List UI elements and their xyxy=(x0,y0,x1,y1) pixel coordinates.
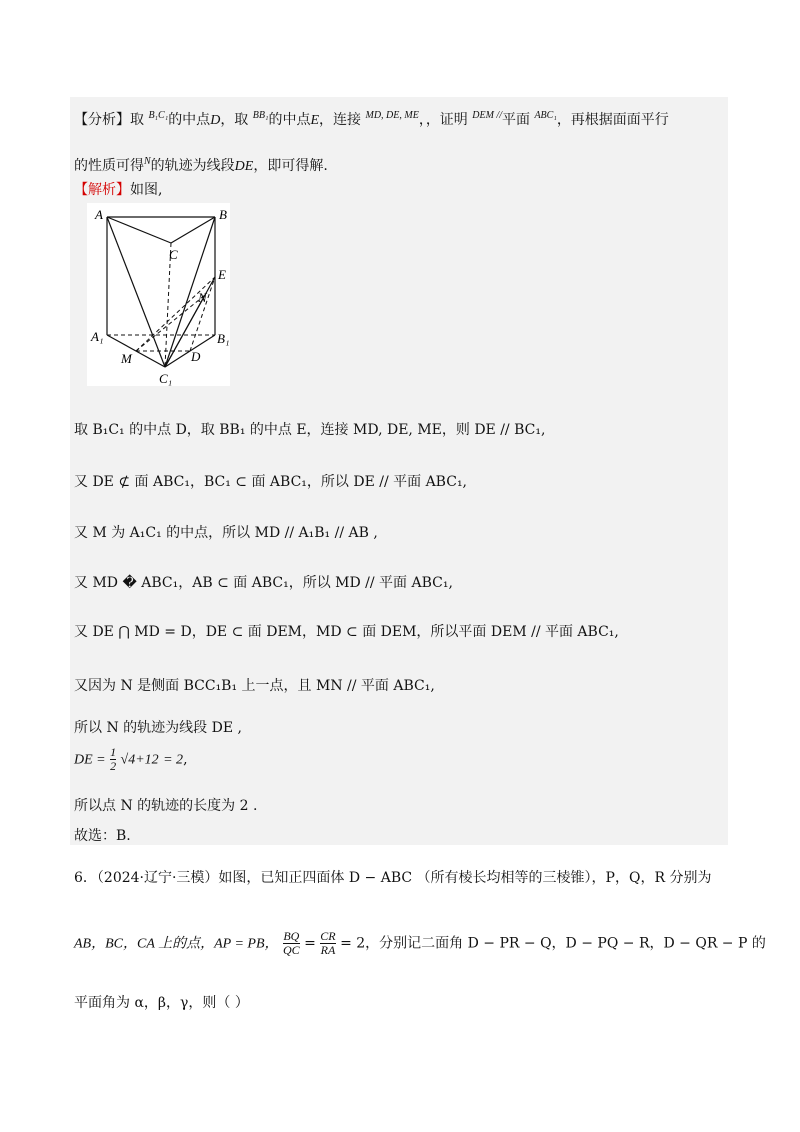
solution-label: 【解析】 xyxy=(74,182,130,198)
label-a1: A₁ xyxy=(91,329,104,344)
fraction-cr-ra: $\frac{CR}{RA}$ xyxy=(320,929,336,957)
step-7: 所以 N 的轨迹为线段 DE , xyxy=(74,720,242,736)
formula-de: DE = $\frac{1}{2}$ √4+12 = 2, xyxy=(74,745,188,773)
step-4: 又 MD � ABC₁，AB ⊂ 面 ABC₁，所以 MD // 平面 ABC₁, xyxy=(74,575,453,591)
label-m: M xyxy=(121,351,132,366)
analysis-label: 【分析】 xyxy=(74,112,130,128)
question-line-3: 平面角为 α，β，γ，则（ ） xyxy=(74,995,249,1011)
label-a: A xyxy=(95,207,103,222)
step-6: 又因为 N 是侧面 BCC₁B₁ 上一点，且 MN // 平面 ABC₁, xyxy=(74,678,435,694)
solution-heading: 【解析】如图, xyxy=(74,182,163,198)
analysis-line-2: 的性质可得$^N$的轨迹为线段DE，即可得解. xyxy=(74,156,328,174)
step-2: 又 DE ⊄ 面 ABC₁，BC₁ ⊂ 面 ABC₁，所以 DE // 平面 ABC₁, xyxy=(74,474,468,490)
question-line-1: 6．（2024·辽宁·三模）如图，已知正四面体 D − ABC （所有棱长均相等的三棱锥），P，Q，R 分别为 xyxy=(74,870,712,886)
analysis-line-1: 【分析】取 $^{B_1C_1}$的中点D，取 $^{BB_1}$的中点E，连接 $^{MD, DE, ME}$，，证明 $^{DEM //}$平面 $^{ABC_1}$，再根据面面平行 xyxy=(74,110,669,128)
step-3: 又 M 为 A₁C₁ 的中点，所以 MD // A₁B₁ // AB , xyxy=(74,525,378,541)
formula-fraction: $\frac{1}{2}$ xyxy=(110,745,117,773)
step-1: 取 B₁C₁ 的中点 D，取 BB₁ 的中点 E，连接 MD, DE, ME，则 DE // BC₁, xyxy=(74,422,546,438)
label-e: E xyxy=(218,267,226,282)
label-n: N xyxy=(198,290,207,305)
label-c: C xyxy=(169,247,178,262)
step-9: 所以点 N 的轨迹的长度为 2 . xyxy=(74,798,258,814)
step-5: 又 DE ⋂ MD = D，DE ⊂ 面 DEM，MD ⊂ 面 DEM，所以平面 DEM // 平面 ABC₁, xyxy=(74,624,619,640)
question-line-2: AB，BC，CA 上的点，AP = PB， $\frac{BQ}{QC}$ = $\frac{CR}{RA}$ = 2，分别记二面角 D − PR − Q，D − PQ − R，D − QR − P 的 xyxy=(74,929,766,957)
prism-diagram xyxy=(87,203,230,386)
label-b: B xyxy=(219,207,227,222)
label-d: D xyxy=(191,349,201,364)
label-c1: C₁ xyxy=(159,371,173,386)
prism-figure xyxy=(87,203,230,386)
fraction-bq-qc: $\frac{BQ}{QC}$ xyxy=(282,929,300,957)
step-10: 故选：B. xyxy=(74,828,131,844)
label-b1: B₁ xyxy=(217,331,230,346)
